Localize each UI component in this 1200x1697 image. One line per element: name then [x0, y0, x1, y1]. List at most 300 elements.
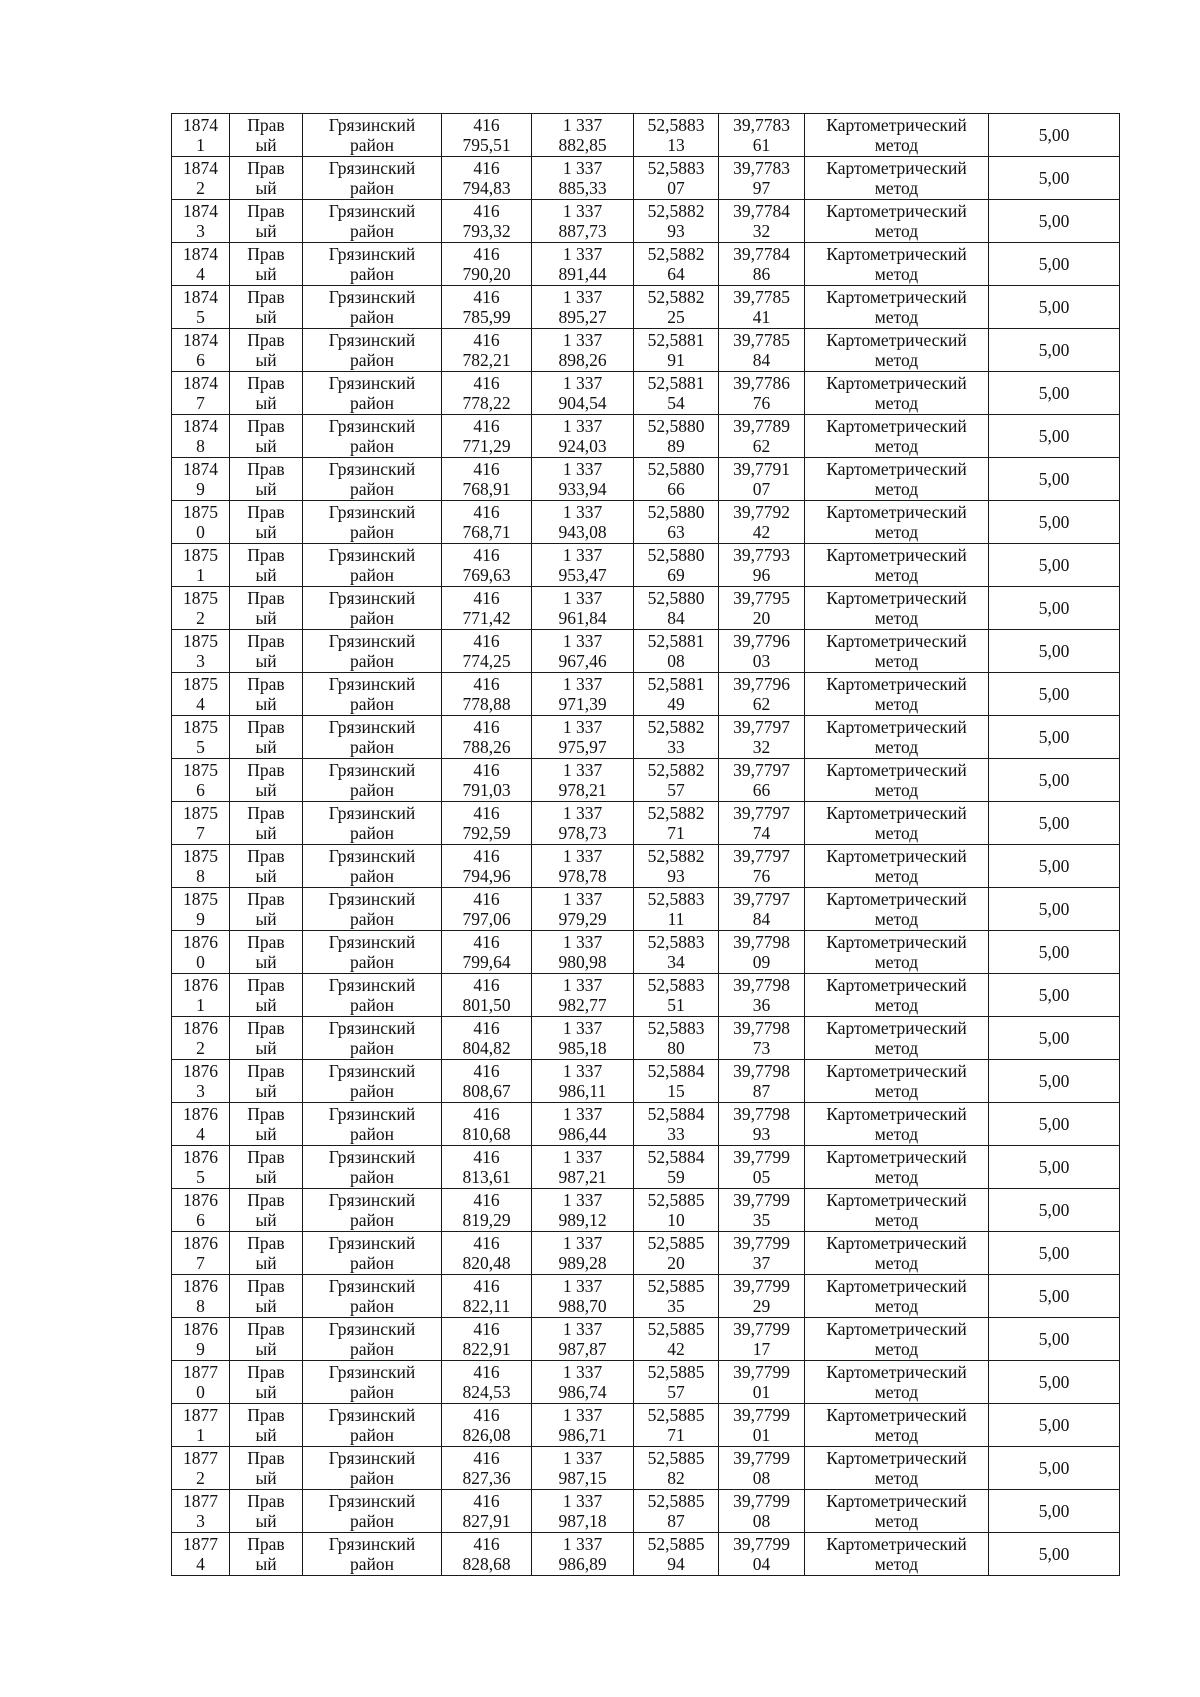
bank-side-line: Прав [247, 458, 285, 479]
coord-y-line: 1 337 [562, 1146, 603, 1167]
longitude-cell [719, 1361, 805, 1404]
coord-x-cell [442, 974, 532, 1017]
longitude-cell [719, 931, 805, 974]
coord-y-line: 1 337 [562, 415, 603, 436]
longitude-cell [719, 1060, 805, 1103]
accuracy-cell: 5,00 [989, 329, 1120, 372]
longitude-cell [719, 759, 805, 802]
method-line: Картометрический [826, 1447, 967, 1468]
longitude-line: 74 [752, 823, 771, 843]
method-line: Картометрический [826, 1189, 967, 1210]
longitude-line: 61 [752, 135, 771, 155]
method-line: метод [874, 780, 919, 800]
coord-y-line: 1 337 [562, 630, 603, 651]
method-line: метод [874, 952, 919, 972]
longitude-cell [719, 1146, 805, 1189]
longitude-line: 39,7798 [733, 931, 790, 952]
coord-y-cell [532, 716, 634, 759]
longitude-line: 39,7799 [733, 1490, 790, 1511]
method-line: метод [874, 1081, 919, 1101]
point-number-line: 1875 [183, 630, 218, 651]
bank-side-cell [230, 1146, 303, 1189]
bank-side-line: Прав [247, 845, 285, 866]
latitude-line: 52,5880 [647, 544, 705, 565]
bank-side-line: ый [255, 1511, 277, 1531]
table-row [172, 1490, 1120, 1533]
table-row [172, 1318, 1120, 1361]
longitude-line: 39,7789 [733, 415, 790, 436]
bank-side-line: Прав [247, 802, 285, 823]
longitude-line: 36 [752, 995, 771, 1015]
point-number-line: 1875 [183, 544, 218, 565]
coord-x-cell [442, 1232, 532, 1275]
table-row [172, 587, 1120, 630]
region-line: Грязинский [328, 1447, 416, 1468]
coord-y-line: 1 337 [562, 673, 603, 694]
region-line: район [350, 350, 394, 370]
bank-side-cell [230, 673, 303, 716]
latitude-cell [634, 587, 719, 630]
method-line: метод [874, 608, 919, 628]
latitude-cell [634, 544, 719, 587]
longitude-cell [719, 157, 805, 200]
point-number-cell [172, 1318, 230, 1361]
method-line: метод [874, 264, 919, 284]
region-line: Грязинский [328, 1490, 416, 1511]
latitude-cell [634, 759, 719, 802]
bank-side-line: ый [255, 909, 277, 929]
bank-side-cell [230, 1189, 303, 1232]
point-number-line: 1875 [183, 716, 218, 737]
point-number-line: 8 [196, 866, 205, 886]
longitude-line: 39,7785 [733, 286, 790, 307]
coord-y-line: 1 337 [562, 372, 603, 393]
accuracy-cell: 5,00 [989, 544, 1120, 587]
bank-side-line: Прав [247, 1103, 285, 1124]
latitude-line: 51 [667, 995, 685, 1015]
longitude-cell [719, 673, 805, 716]
coord-y-line: 924,03 [558, 436, 607, 456]
latitude-line: 64 [667, 264, 685, 284]
coord-y-line: 891,44 [558, 264, 607, 284]
region-line: Грязинский [328, 415, 416, 436]
bank-side-cell [230, 931, 303, 974]
bank-side-line: ый [255, 307, 277, 327]
method-cell [805, 974, 989, 1017]
longitude-cell [719, 1490, 805, 1533]
coord-x-cell [442, 630, 532, 673]
method-line: Картометрический [826, 587, 967, 608]
latitude-cell [634, 372, 719, 415]
region-line: Грязинский [328, 673, 416, 694]
coord-y-cell [532, 243, 634, 286]
method-line: метод [874, 694, 919, 714]
latitude-cell [634, 931, 719, 974]
longitude-line: 01 [752, 1382, 771, 1402]
method-line: Картометрический [826, 974, 967, 995]
region-line: Грязинский [328, 1318, 416, 1339]
region-cell [303, 1361, 442, 1404]
point-number-line: 1874 [183, 415, 218, 436]
bank-side-cell [230, 888, 303, 931]
coord-y-line: 1 337 [562, 1404, 603, 1425]
bank-side-line: Прав [247, 1017, 285, 1038]
point-number-line: 7 [196, 1253, 205, 1273]
region-line: Грязинский [328, 974, 416, 995]
coord-y-cell [532, 1361, 634, 1404]
point-number-line: 6 [196, 1210, 205, 1230]
point-number-line: 1874 [183, 329, 218, 350]
latitude-line: 52,5881 [647, 673, 705, 694]
coord-x-line: 771,42 [462, 608, 511, 628]
coord-y-cell [532, 501, 634, 544]
region-line: район [350, 1124, 394, 1144]
bank-side-line: ый [255, 565, 277, 585]
coord-x-line: 416 [473, 544, 500, 565]
coord-x-line: 416 [473, 114, 500, 135]
coord-x-cell [442, 845, 532, 888]
point-number-line: 2 [196, 1038, 205, 1058]
table-row [172, 243, 1120, 286]
method-cell [805, 845, 989, 888]
coord-y-line: 987,21 [558, 1167, 607, 1187]
coord-x-cell [442, 802, 532, 845]
bank-side-line: Прав [247, 587, 285, 608]
latitude-line: 52,5883 [647, 1017, 705, 1038]
latitude-line: 63 [667, 522, 685, 542]
method-line: метод [874, 135, 919, 155]
coord-y-line: 1 337 [562, 157, 603, 178]
point-number-line: 1874 [183, 458, 218, 479]
longitude-cell [719, 1318, 805, 1361]
region-line: район [350, 780, 394, 800]
coord-y-line: 978,78 [558, 866, 607, 886]
point-number-cell [172, 1404, 230, 1447]
coordinates-table [171, 113, 1120, 1576]
longitude-line: 66 [752, 780, 771, 800]
longitude-cell [719, 630, 805, 673]
region-line: район [350, 436, 394, 456]
region-line: Грязинский [328, 802, 416, 823]
method-line: Картометрический [826, 802, 967, 823]
bank-side-line: ый [255, 221, 277, 241]
bank-side-cell [230, 1275, 303, 1318]
coord-y-line: 933,94 [558, 479, 607, 499]
coord-y-line: 987,18 [558, 1511, 607, 1531]
coord-x-cell [442, 544, 532, 587]
coord-x-line: 810,68 [462, 1124, 511, 1144]
latitude-line: 89 [667, 436, 685, 456]
coord-x-line: 416 [473, 845, 500, 866]
bank-side-cell [230, 544, 303, 587]
region-line: район [350, 995, 394, 1015]
coord-y-line: 986,11 [558, 1081, 607, 1101]
coord-y-line: 989,28 [558, 1253, 607, 1273]
table-row [172, 1361, 1120, 1404]
coord-y-line: 1 337 [562, 845, 603, 866]
region-cell [303, 716, 442, 759]
coord-x-line: 416 [473, 1232, 500, 1253]
bank-side-cell [230, 1490, 303, 1533]
region-line: Грязинский [328, 1060, 416, 1081]
method-cell [805, 286, 989, 329]
method-line: метод [874, 1425, 919, 1445]
latitude-line: 84 [667, 608, 685, 628]
coord-x-line: 793,32 [462, 221, 511, 241]
coord-y-cell [532, 1318, 634, 1361]
coord-x-cell [442, 1490, 532, 1533]
region-line: Грязинский [328, 716, 416, 737]
point-number-cell [172, 1447, 230, 1490]
coord-x-line: 785,99 [462, 307, 511, 327]
longitude-line: 39,7798 [733, 1017, 790, 1038]
region-line: район [350, 952, 394, 972]
point-number-line: 1876 [183, 1060, 218, 1081]
longitude-cell [719, 114, 805, 157]
latitude-line: 52,5882 [647, 802, 705, 823]
coord-y-line: 1 337 [562, 587, 603, 608]
latitude-cell [634, 286, 719, 329]
accuracy-cell: 5,00 [989, 1490, 1120, 1533]
method-line: метод [874, 393, 919, 413]
coord-x-line: 416 [473, 458, 500, 479]
longitude-line: 76 [752, 393, 771, 413]
coord-x-cell [442, 587, 532, 630]
latitude-line: 82 [667, 1468, 685, 1488]
region-line: Грязинский [328, 200, 416, 221]
coord-x-cell [442, 157, 532, 200]
bank-side-line: Прав [247, 415, 285, 436]
point-number-cell [172, 329, 230, 372]
point-number-line: 1876 [183, 1318, 218, 1339]
region-line: Грязинский [328, 888, 416, 909]
coord-x-line: 416 [473, 1275, 500, 1296]
region-cell [303, 329, 442, 372]
point-number-cell [172, 372, 230, 415]
method-line: Картометрический [826, 1232, 967, 1253]
bank-side-cell [230, 458, 303, 501]
latitude-cell [634, 157, 719, 200]
coord-y-line: 1 337 [562, 329, 603, 350]
latitude-cell [634, 200, 719, 243]
longitude-line: 32 [752, 221, 771, 241]
latitude-cell [634, 1404, 719, 1447]
latitude-cell [634, 802, 719, 845]
accuracy-cell: 5,00 [989, 1060, 1120, 1103]
coord-y-line: 971,39 [558, 694, 607, 714]
latitude-line: 52,5882 [647, 845, 705, 866]
accuracy-cell: 5,00 [989, 673, 1120, 716]
accuracy-cell: 5,00 [989, 243, 1120, 286]
latitude-line: 52,5884 [647, 1146, 705, 1167]
latitude-line: 15 [667, 1081, 685, 1101]
coord-y-line: 1 337 [562, 1060, 603, 1081]
point-number-cell [172, 1232, 230, 1275]
latitude-line: 52,5881 [647, 630, 705, 651]
coord-y-cell [532, 1189, 634, 1232]
coord-x-cell [442, 1533, 532, 1576]
coord-x-line: 416 [473, 1189, 500, 1210]
longitude-line: 04 [752, 1554, 771, 1574]
region-line: Грязинский [328, 114, 416, 135]
region-line: район [350, 307, 394, 327]
region-line: Грязинский [328, 1146, 416, 1167]
method-line: Картометрический [826, 1533, 967, 1554]
accuracy-cell: 5,00 [989, 200, 1120, 243]
method-line: метод [874, 1210, 919, 1230]
point-number-line: 1875 [183, 673, 218, 694]
coord-y-line: 1 337 [562, 716, 603, 737]
region-cell [303, 415, 442, 458]
latitude-line: 87 [667, 1511, 685, 1531]
point-number-line: 7 [196, 823, 205, 843]
point-number-line: 5 [196, 307, 205, 327]
table-row [172, 372, 1120, 415]
latitude-line: 91 [667, 350, 685, 370]
longitude-line: 32 [752, 737, 771, 757]
point-number-line: 6 [196, 780, 205, 800]
longitude-line: 39,7799 [733, 1189, 790, 1210]
point-number-line: 1874 [183, 286, 218, 307]
region-line: район [350, 393, 394, 413]
longitude-line: 39,7797 [733, 802, 790, 823]
method-line: Картометрический [826, 845, 967, 866]
latitude-line: 13 [667, 135, 685, 155]
coord-y-line: 898,26 [558, 350, 607, 370]
method-line: Картометрический [826, 1103, 967, 1124]
point-number-line: 1 [196, 995, 205, 1015]
bank-side-cell [230, 1447, 303, 1490]
coord-y-cell [532, 673, 634, 716]
bank-side-line: ый [255, 1253, 277, 1273]
method-line: метод [874, 1167, 919, 1187]
latitude-line: 52,5880 [647, 587, 705, 608]
latitude-line: 93 [667, 866, 685, 886]
bank-side-cell [230, 200, 303, 243]
longitude-cell [719, 458, 805, 501]
longitude-line: 39,7785 [733, 329, 790, 350]
region-cell [303, 243, 442, 286]
longitude-cell [719, 243, 805, 286]
bank-side-line: ый [255, 1210, 277, 1230]
coord-y-line: 989,12 [558, 1210, 607, 1230]
region-line: Грязинский [328, 1103, 416, 1124]
bank-side-line: ый [255, 952, 277, 972]
longitude-line: 62 [752, 436, 771, 456]
latitude-cell [634, 974, 719, 1017]
latitude-cell [634, 1490, 719, 1533]
method-line: Картометрический [826, 1275, 967, 1296]
region-line: район [350, 866, 394, 886]
point-number-cell [172, 1103, 230, 1146]
bank-side-cell [230, 114, 303, 157]
longitude-line: 39,7784 [733, 243, 790, 264]
coord-y-line: 1 337 [562, 1103, 603, 1124]
region-cell [303, 974, 442, 1017]
method-cell [805, 1232, 989, 1275]
bank-side-cell [230, 1232, 303, 1275]
method-cell [805, 1490, 989, 1533]
longitude-cell [719, 200, 805, 243]
coord-x-cell [442, 1060, 532, 1103]
method-cell [805, 200, 989, 243]
coord-x-line: 416 [473, 931, 500, 952]
bank-side-line: Прав [247, 1490, 285, 1511]
table-row [172, 544, 1120, 587]
method-line: метод [874, 995, 919, 1015]
accuracy-cell: 5,00 [989, 157, 1120, 200]
coord-x-cell [442, 415, 532, 458]
region-cell [303, 200, 442, 243]
point-number-line: 1875 [183, 587, 218, 608]
coord-y-cell [532, 1146, 634, 1189]
point-number-cell [172, 759, 230, 802]
point-number-line: 1874 [183, 114, 218, 135]
method-line: Картометрический [826, 329, 967, 350]
latitude-line: 52,5880 [647, 501, 705, 522]
bank-side-cell [230, 587, 303, 630]
table-row [172, 716, 1120, 759]
coord-y-line: 987,15 [558, 1468, 607, 1488]
longitude-line: 87 [752, 1081, 771, 1101]
coord-x-line: 827,36 [462, 1468, 511, 1488]
method-cell [805, 458, 989, 501]
point-number-cell [172, 415, 230, 458]
coord-y-line: 1 337 [562, 1361, 603, 1382]
point-number-cell [172, 114, 230, 157]
coord-y-line: 1 337 [562, 1490, 603, 1511]
coord-y-cell [532, 458, 634, 501]
coord-x-line: 768,71 [462, 522, 511, 542]
point-number-line: 7 [196, 393, 205, 413]
coord-x-line: 416 [473, 1404, 500, 1425]
region-line: Грязинский [328, 1017, 416, 1038]
longitude-line: 08 [752, 1511, 771, 1531]
method-cell [805, 716, 989, 759]
longitude-cell [719, 501, 805, 544]
point-number-cell [172, 1189, 230, 1232]
region-cell [303, 372, 442, 415]
longitude-line: 39,7797 [733, 716, 790, 737]
accuracy-cell: 5,00 [989, 587, 1120, 630]
coord-x-cell [442, 372, 532, 415]
bank-side-line: Прав [247, 1275, 285, 1296]
method-line: Картометрический [826, 1361, 967, 1382]
coord-y-line: 1 337 [562, 974, 603, 995]
point-number-line: 9 [196, 909, 205, 929]
latitude-cell [634, 1533, 719, 1576]
coord-x-cell [442, 458, 532, 501]
coord-x-line: 416 [473, 888, 500, 909]
coord-y-line: 1 337 [562, 243, 603, 264]
bank-side-line: ый [255, 264, 277, 284]
latitude-line: 52,5883 [647, 974, 705, 995]
accuracy-cell: 5,00 [989, 1404, 1120, 1447]
method-line: Картометрический [826, 1318, 967, 1339]
coord-x-line: 416 [473, 243, 500, 264]
point-number-line: 1874 [183, 243, 218, 264]
bank-side-line: Прав [247, 1232, 285, 1253]
point-number-line: 4 [196, 694, 205, 714]
method-line: метод [874, 436, 919, 456]
latitude-line: 52,5885 [647, 1189, 705, 1210]
bank-side-cell [230, 759, 303, 802]
coord-x-line: 416 [473, 587, 500, 608]
region-cell [303, 1447, 442, 1490]
accuracy-cell: 5,00 [989, 458, 1120, 501]
bank-side-line: ый [255, 866, 277, 886]
point-number-line: 1874 [183, 372, 218, 393]
